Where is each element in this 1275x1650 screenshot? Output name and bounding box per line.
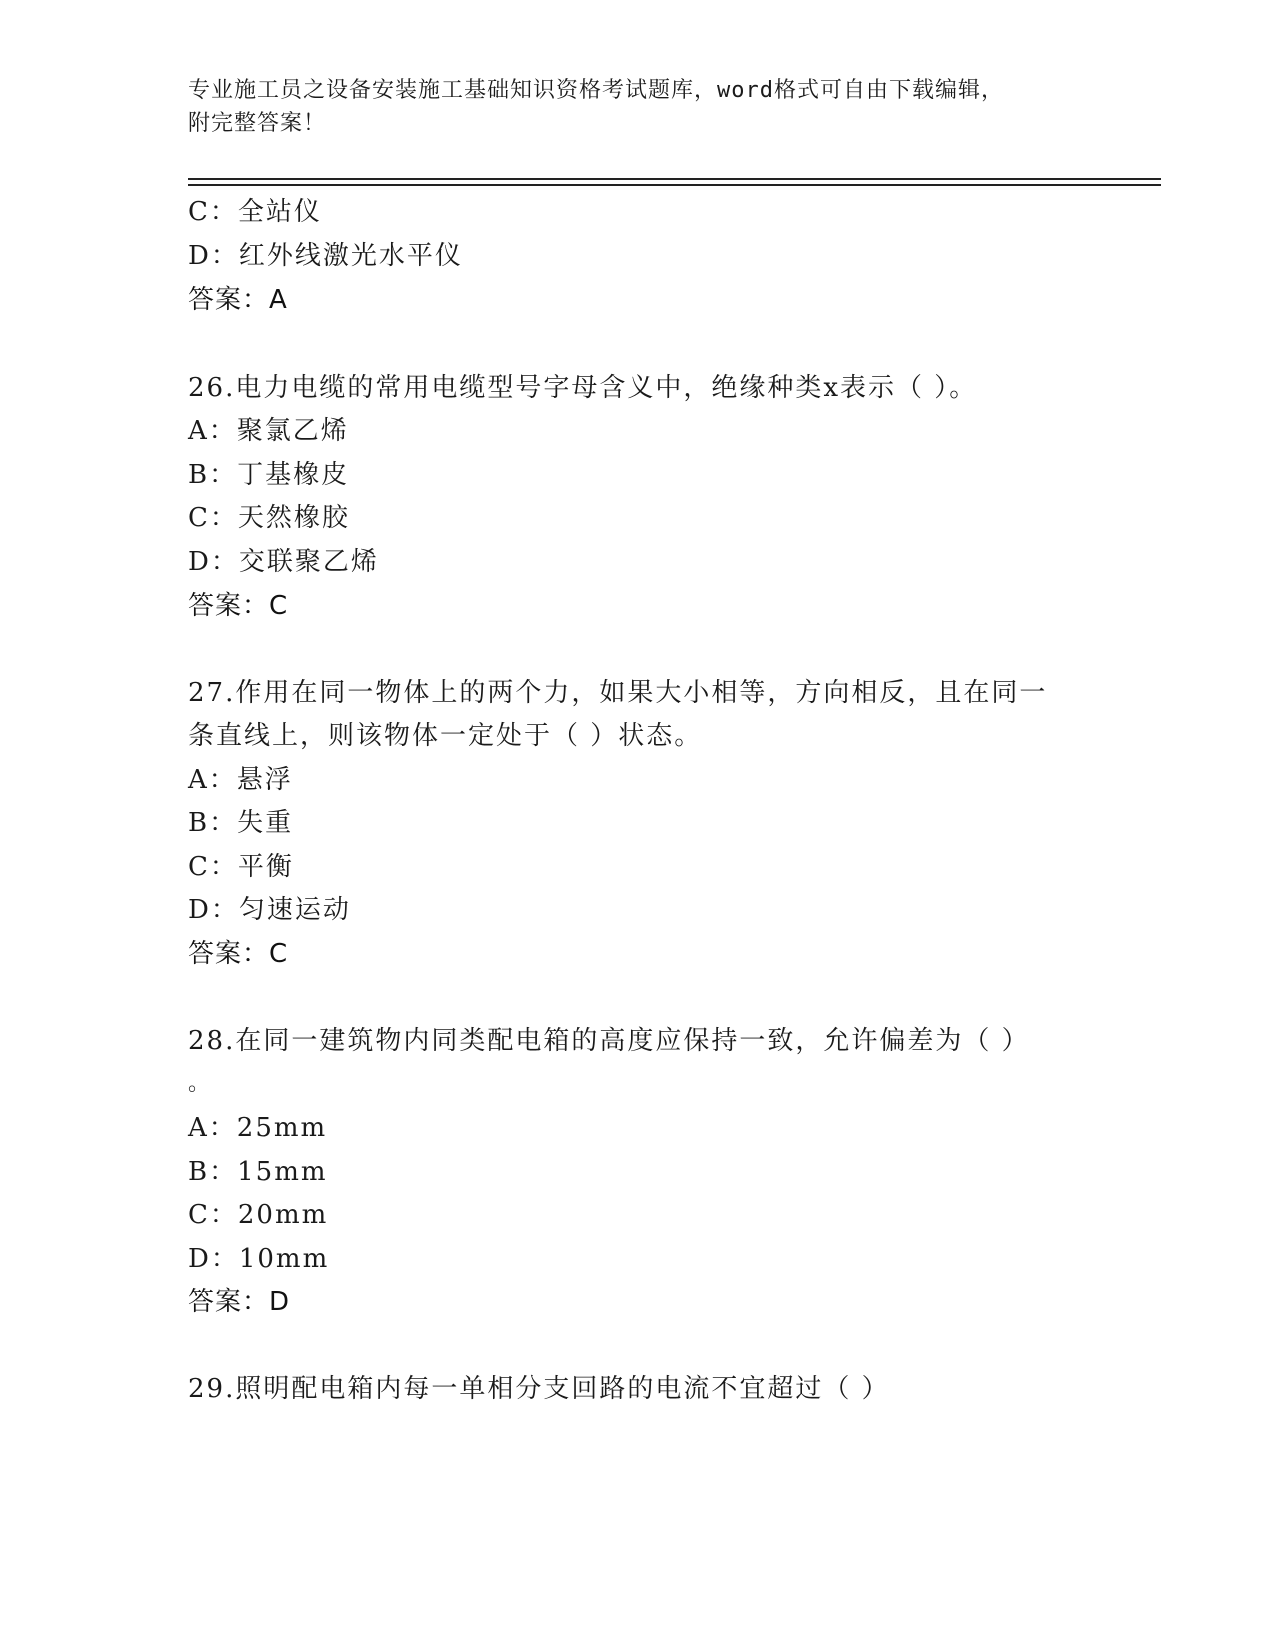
q27-option-b: B：失重: [188, 808, 294, 838]
q27-option-d: D：匀速运动: [188, 895, 351, 925]
q25-option-d: D：红外线激光水平仪: [188, 241, 463, 271]
q28-answer: 答案：D: [188, 1287, 291, 1317]
q26-title: 26.电力电缆的常用电缆型号字母含义中，绝缘种类x表示（ ）。: [188, 373, 978, 403]
q28-option-d: D：10mm: [188, 1244, 330, 1274]
q26-option-d: D：交联聚乙烯: [188, 547, 379, 577]
q26-option-b: B：丁基橡皮: [188, 460, 350, 490]
q27-title-line-1: 27.作用在同一物体上的两个力，如果大小相等，方向相反，且在同一: [188, 678, 1048, 708]
q28-title-line-1: 28.在同一建筑物内同类配电箱的高度应保持一致，允许偏差为（ ）: [188, 1026, 1030, 1056]
q27-answer: 答案：C: [188, 939, 289, 969]
q28-option-a: A：25mm: [188, 1113, 328, 1143]
q27-option-a: A：悬浮: [188, 765, 293, 795]
header-divider-top: [188, 178, 1161, 180]
q25-answer: 答案：A: [188, 285, 288, 315]
header-line-2: 附完整答案！: [188, 111, 327, 136]
document-header: [188, 74, 1068, 140]
q28-option-b: B：15mm: [188, 1157, 328, 1187]
q26-option-c: C：天然橡胶: [188, 503, 350, 533]
q28-title-line-2: 。: [188, 1071, 213, 1096]
header-divider-bottom: [188, 184, 1161, 186]
q28-option-c: C：20mm: [188, 1200, 329, 1230]
q27-title-line-2: 条直线上，则该物体一定处于（ ）状态。: [188, 721, 703, 751]
q26-answer: 答案：C: [188, 591, 289, 621]
q26-option-a: A：聚氯乙烯: [188, 416, 349, 446]
q29-title: 29.照明配电箱内每一单相分支回路的电流不宜超过（ ）: [188, 1374, 890, 1404]
q25-option-c: C：全站仪: [188, 197, 322, 227]
q27-option-c: C：平衡: [188, 852, 294, 882]
header-line-1: 专业施工员之设备安装施工基础知识资格考试题库，word格式可自由下载编辑，: [188, 78, 1004, 103]
